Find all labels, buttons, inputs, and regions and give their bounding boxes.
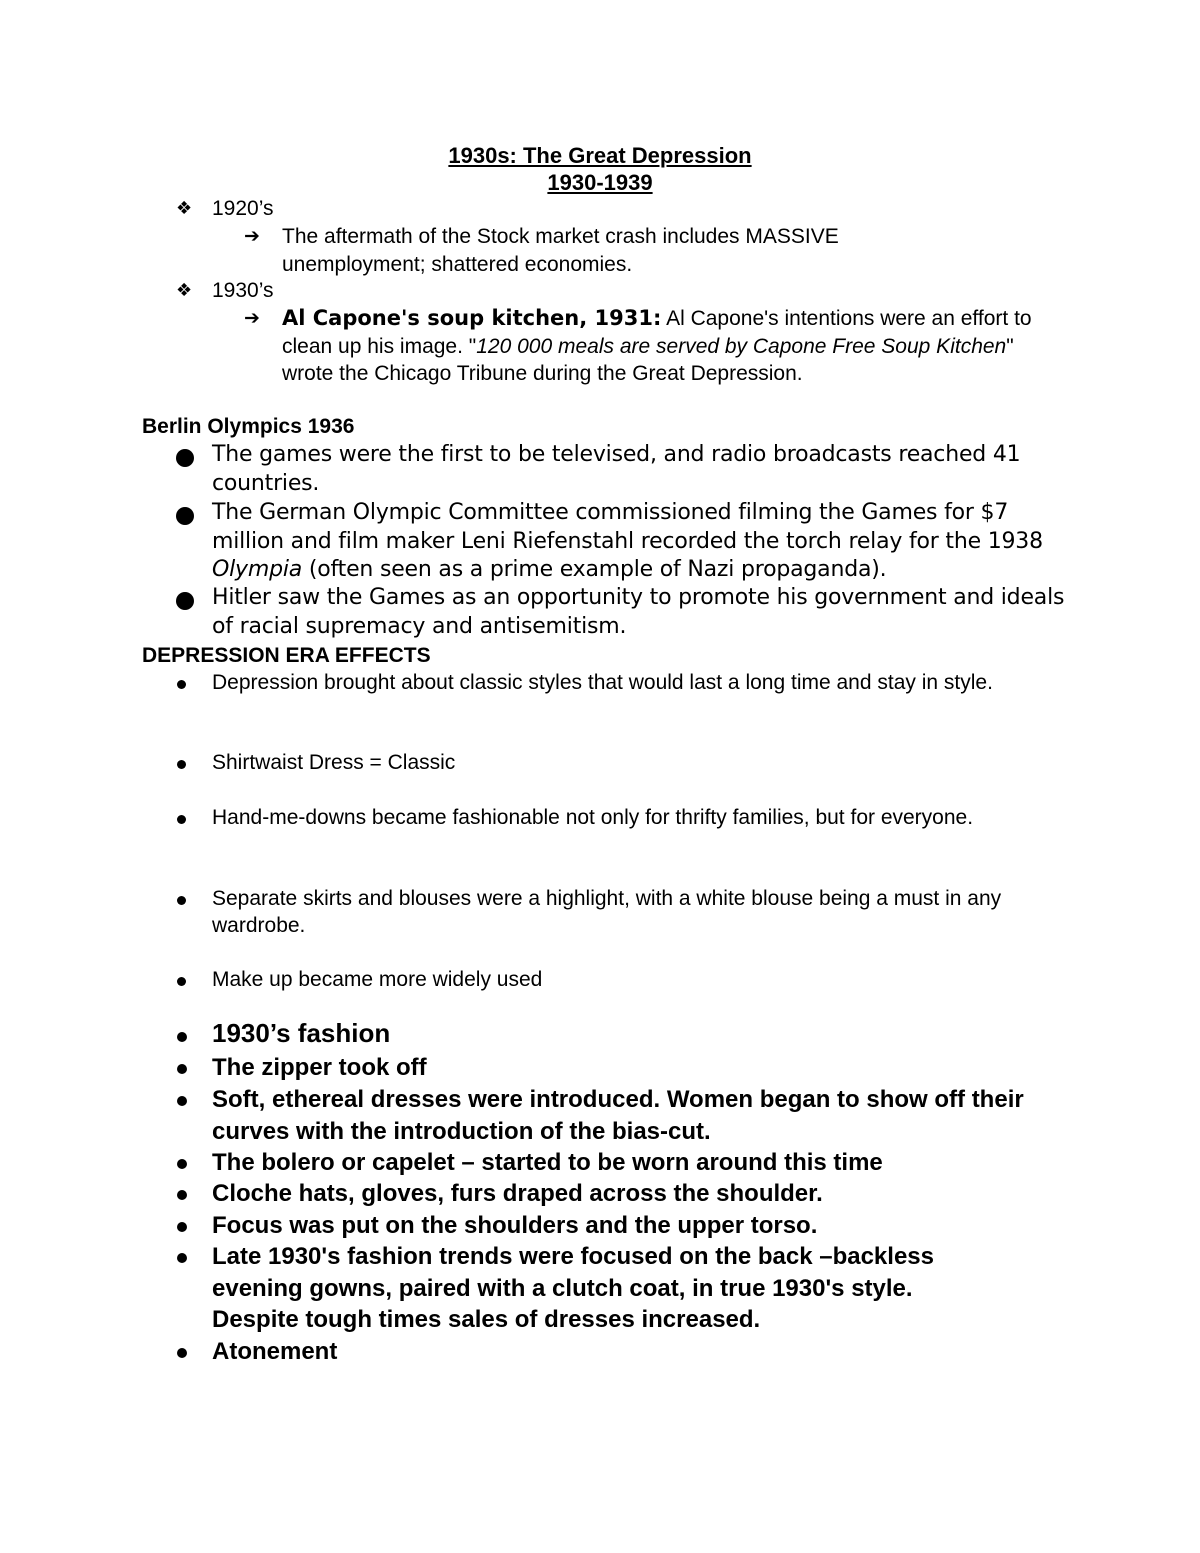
bullet-icon bbox=[177, 1190, 187, 1200]
diamond-bullet-icon: ❖ bbox=[176, 280, 193, 301]
bullet-icon bbox=[177, 1348, 187, 1358]
bullet-icon bbox=[177, 815, 186, 824]
diamond-bullet-icon: ❖ bbox=[176, 198, 193, 219]
berlin-item-2-italic: Olympia bbox=[212, 557, 303, 582]
arrow-bullet-icon: ➔ bbox=[244, 225, 260, 247]
berlin-item-3: Hitler saw the Games as an opportunity to promote his government and ideals of racial supremacy and antisemitism. bbox=[212, 585, 1065, 639]
fashion-item-7: Late 1930's fashion trends were focused on the back –backless evening gowns, paired with a clutch coat, in true 1930's style. Despite tough times sales of dresses increased. bbox=[212, 1243, 934, 1333]
document-title: 1930s: The Great Depression bbox=[448, 143, 752, 168]
fashion-item-5: Cloche hats, gloves, furs draped across the shoulder. bbox=[212, 1180, 823, 1207]
bullet-icon bbox=[177, 1064, 187, 1074]
timeline-label-1930s: 1930’s bbox=[212, 279, 274, 302]
fashion-item-8: Atonement bbox=[212, 1338, 338, 1365]
bullet-icon bbox=[177, 977, 186, 986]
effects-item-3: Hand-me-downs became fashionable not only for thrifty families, but for everyone. bbox=[212, 806, 974, 829]
fashion-item-2: The zipper took off bbox=[212, 1054, 427, 1081]
fashion-item-6: Focus was put on the shoulders and the upper torso. bbox=[212, 1212, 818, 1239]
bullet-icon bbox=[176, 592, 194, 610]
bullet-icon bbox=[177, 1222, 187, 1232]
timeline-label-1920s: 1920’s bbox=[212, 197, 274, 220]
section-heading-berlin: Berlin Olympics 1936 bbox=[142, 415, 355, 438]
bullet-icon bbox=[177, 680, 186, 689]
section-heading-effects: DEPRESSION ERA EFFECTS bbox=[142, 644, 431, 667]
berlin-item-2 bbox=[212, 499, 1072, 585]
capone-text-end: " wrote the Chicago Tribune during the Great Depression. bbox=[282, 334, 1014, 385]
bullet-icon bbox=[177, 896, 186, 905]
arrow-bullet-icon: ➔ bbox=[244, 307, 260, 329]
effects-item-2: Shirtwaist Dress = Classic bbox=[212, 751, 456, 774]
effects-item-1: Depression brought about classic styles that would last a long time and stay in style. bbox=[212, 671, 993, 694]
bullet-icon bbox=[177, 1159, 187, 1169]
berlin-item-1: The games were the first to be televised, and radio broadcasts reached 41 countries. bbox=[212, 442, 1021, 496]
effects-item-4: Separate skirts and blouses were a highlight, with a white blouse being a must in any wardrobe. bbox=[212, 887, 1002, 937]
fashion-item-1: 1930’s fashion bbox=[212, 1018, 391, 1048]
bullet-icon bbox=[177, 1253, 187, 1263]
timeline-detail-1930s bbox=[282, 305, 1057, 388]
bullet-icon bbox=[177, 760, 186, 769]
fashion-item-4: The bolero or capelet – started to be worn around this time bbox=[212, 1149, 883, 1176]
berlin-item-2-text: The German Olympic Committee commissioned filming the Games for $7 million and film maker Leni Riefenstahl recorded the torch relay for the 1938 bbox=[212, 500, 1043, 554]
capone-quote: 120 000 meals are served by Capone Free Soup Kitchen bbox=[476, 334, 1007, 358]
bullet-icon bbox=[176, 449, 194, 467]
bullet-icon bbox=[177, 1032, 187, 1042]
bullet-icon bbox=[176, 507, 194, 525]
capone-text: Al Capone's intentions were an effort to clean up his image. " bbox=[282, 307, 1032, 358]
effects-item-5: Make up became more widely used bbox=[212, 968, 543, 991]
document-subtitle-years: 1930-1939 bbox=[547, 170, 653, 195]
fashion-item-3: Soft, ethereal dresses were introduced. Women began to show off their curves with the introduction of the bias-cut. bbox=[212, 1086, 1024, 1145]
timeline-detail-1920s: The aftermath of the Stock market crash includes MASSIVE unemployment; shattered economies. bbox=[282, 225, 839, 276]
bullet-icon bbox=[177, 1096, 187, 1106]
capone-heading: Al Capone's soup kitchen, 1931: bbox=[282, 306, 662, 330]
berlin-item-2-tail: (often seen as a prime example of Nazi propaganda). bbox=[302, 557, 887, 582]
